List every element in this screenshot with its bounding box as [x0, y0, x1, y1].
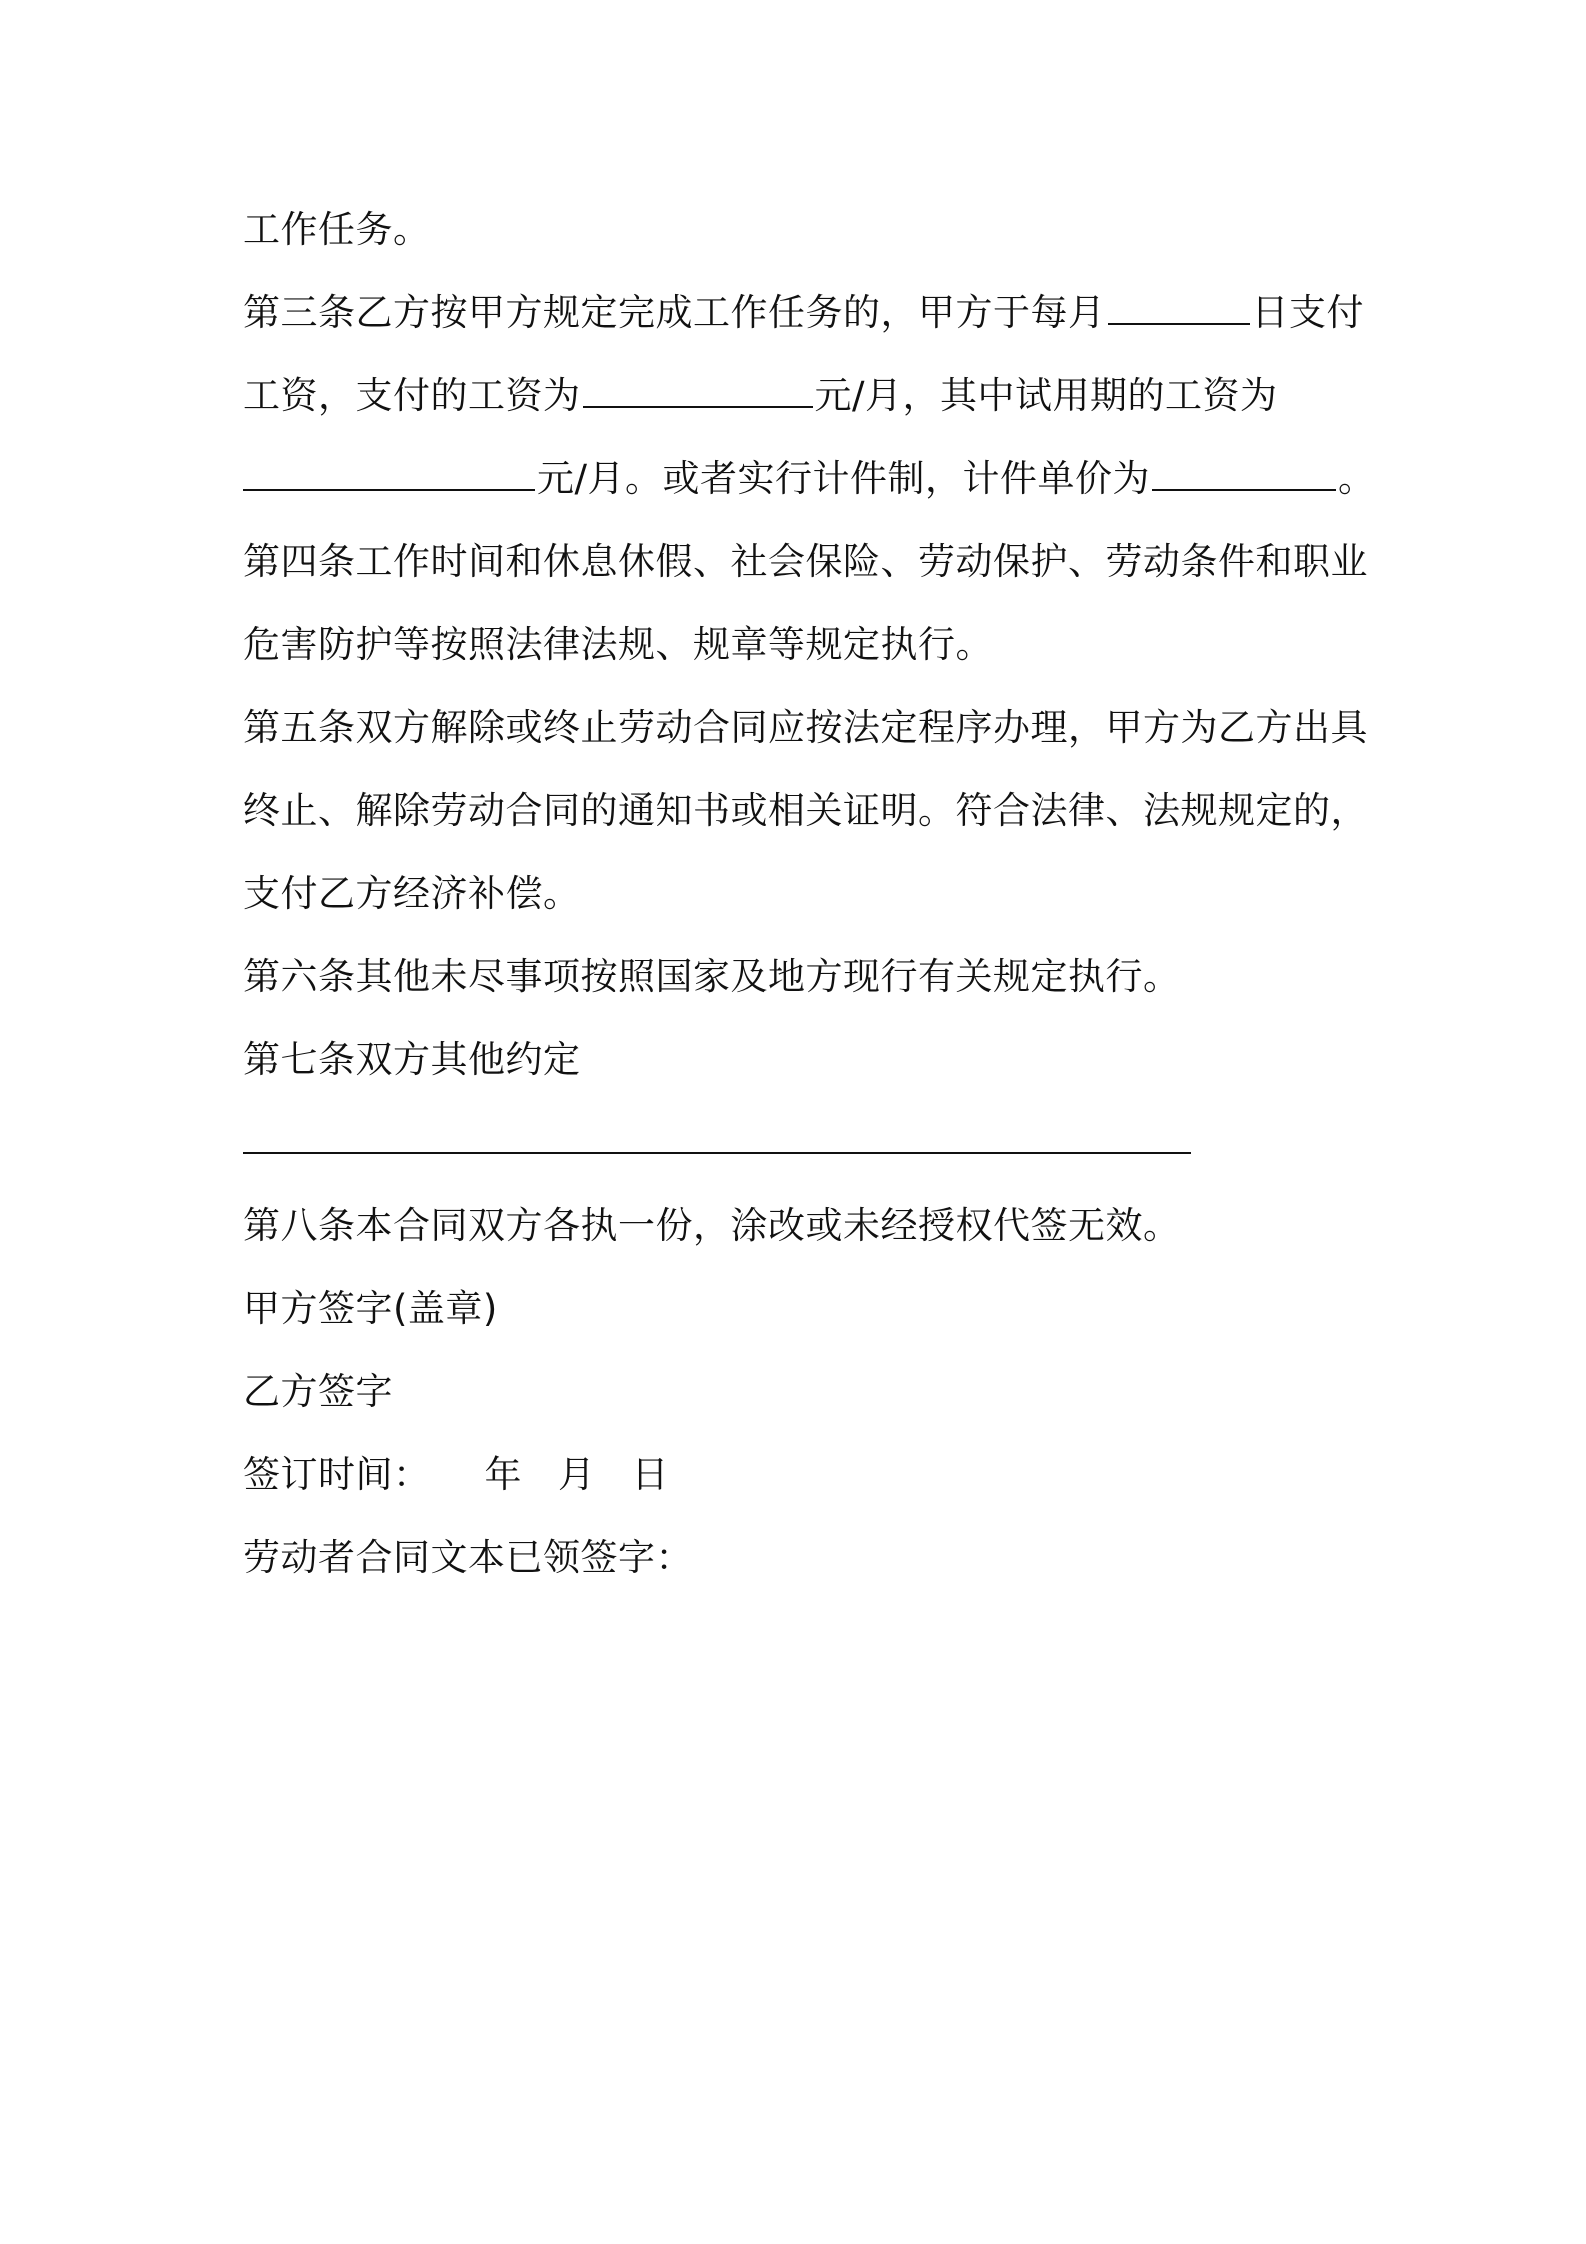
clause-5-text-b: 终止、解除劳动合同的通知书或相关证明。符合法律、法规规定的， [243, 789, 1368, 832]
monthly-wage-blank[interactable] [583, 370, 813, 408]
clause-5-line-3 [243, 862, 1373, 945]
contract-body [243, 198, 1376, 1609]
piece-text-b: 。 [1337, 457, 1376, 500]
wage-text-a: 工资，支付的工资为 [243, 374, 581, 417]
other-agreement-line [243, 1111, 1373, 1194]
party-a-signature-label: 甲方签字(盖章) [243, 1287, 498, 1330]
clause-5-line-2 [243, 779, 1373, 862]
clause-3-line-2 [243, 364, 1373, 447]
probation-wage-blank[interactable] [243, 453, 535, 491]
clause-6-text: 第六条其他未尽事项按照国家及地方现行有关规定执行。 [243, 955, 1181, 998]
wage-text-b: 元/月，其中试用期的工资为 [814, 374, 1278, 417]
piece-rate-blank[interactable] [1152, 453, 1336, 491]
clause-4-text-a: 第四条工作时间和休息休假、社会保险、劳动保护、劳动条件和职业 [243, 540, 1368, 583]
clause-5-text-c: 支付乙方经济补偿。 [243, 872, 581, 915]
clause-5-line-1 [243, 696, 1373, 779]
day-label: 日 [631, 1453, 669, 1496]
other-agreement-blank[interactable] [243, 1152, 1191, 1154]
clause-3-line-3 [243, 447, 1376, 530]
clause-3-line-1 [243, 281, 1373, 364]
clause-3-text-b: 日支付 [1251, 291, 1364, 334]
clause-4-line-2 [243, 613, 1373, 696]
text-work-task: 工作任务。 [243, 208, 431, 251]
clause-2-continuation [243, 198, 1373, 281]
clause-4-line-1 [243, 530, 1373, 613]
clause-7 [243, 1028, 1373, 1111]
clause-6 [243, 945, 1373, 1028]
clause-4-text-b: 危害防护等按照法律法规、规章等规定执行。 [243, 623, 993, 666]
signing-date [243, 1443, 1373, 1526]
party-b-signature [243, 1360, 1373, 1443]
clause-8-text: 第八条本合同双方各执一份，涂改或未经授权代签无效。 [243, 1204, 1181, 1247]
clause-8 [243, 1194, 1373, 1277]
piece-text-a: 元/月。或者实行计件制，计件单价为 [537, 457, 1150, 500]
clause-3-text-a: 第三条乙方按甲方规定完成工作任务的，甲方于每月 [243, 291, 1106, 334]
pay-day-blank[interactable] [1108, 287, 1250, 325]
party-a-signature [243, 1277, 1373, 1360]
party-b-signature-label: 乙方签字 [243, 1370, 393, 1413]
worker-receipt-label: 劳动者合同文本已领签字： [243, 1536, 693, 1579]
clause-7-text: 第七条双方其他约定 [243, 1038, 581, 1081]
month-label: 月 [558, 1453, 596, 1496]
worker-receipt-signature [243, 1526, 1373, 1609]
year-label: 年 [484, 1453, 522, 1496]
clause-5-text-a: 第五条双方解除或终止劳动合同应按法定程序办理，甲方为乙方出具 [243, 706, 1368, 749]
signing-date-label: 签订时间： [243, 1453, 431, 1496]
